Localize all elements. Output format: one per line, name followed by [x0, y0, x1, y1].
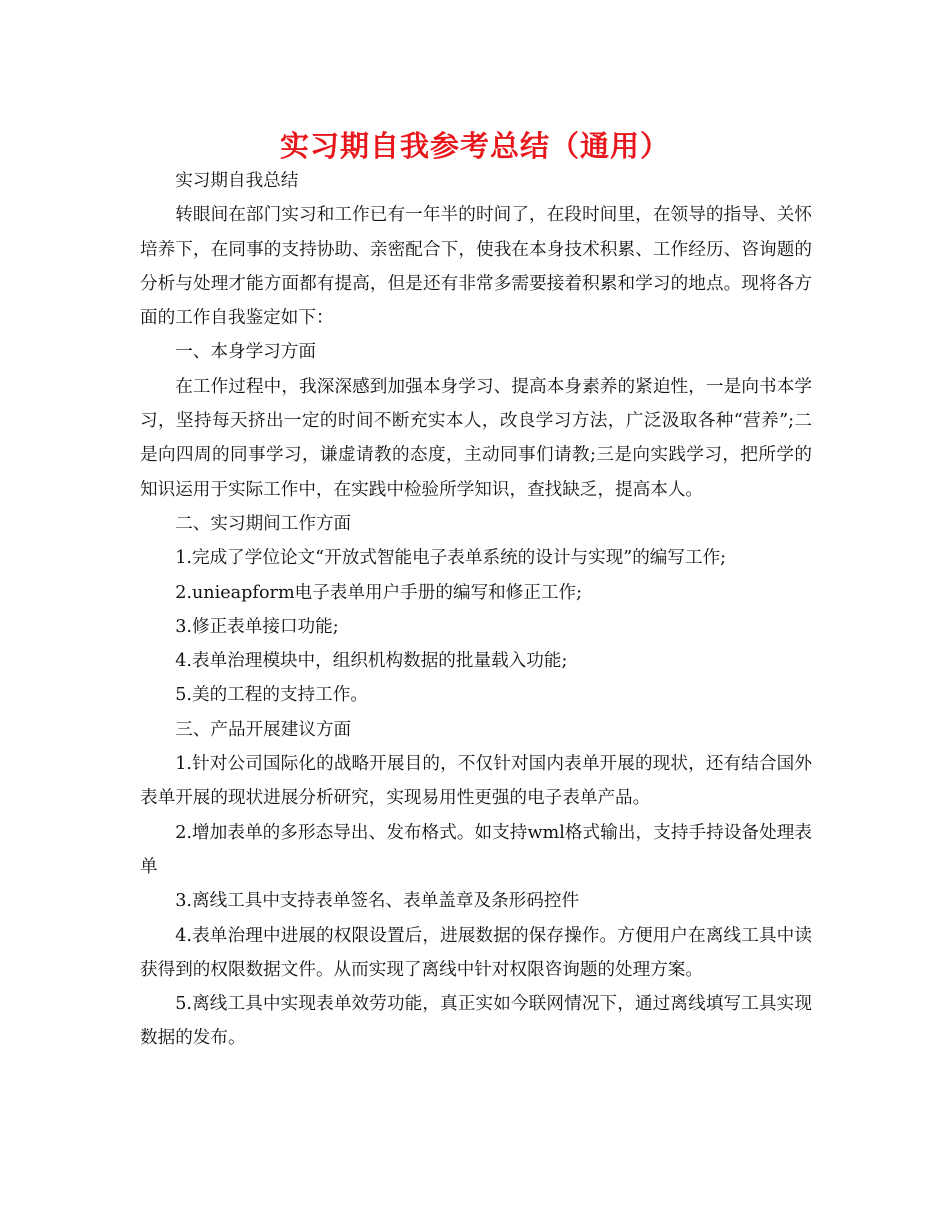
document-body — [140, 164, 812, 1056]
section-heading-self-study: 一、本身学习方面 — [175, 342, 316, 363]
list-item-suggestion-4: 4.表单治理中进展的权限设置后，进展数据的保存操作。方便用户在离线工具中读获得到的权限数据文件。从而实现了离线中针对权限咨询题的处理方案。 — [140, 925, 812, 980]
list-item-work-3: 3.修正表单接口功能; — [175, 616, 339, 637]
paragraph-self-study: 在工作过程中，我深深感到加强本身学习、提高本身素养的紧迫性，一是向书本学习，坚持每天挤出一定的时间不断充实本人，改良学习方法，广泛汲取各种“营养”;二是向四周的同事学习，谦虚请教的态度，主动同事们请教;三是向实践学习，把所学的知识运用于实际工作中，在实践中检验所学知识，查找缺乏，提高本人。 — [140, 376, 812, 500]
list-item-suggestion-2: 2.增加表单的多形态导出、发布格式。如支持wml格式输出，支持手持设备处理表单 — [140, 822, 812, 877]
document-title: 实习期自我参考总结（通用） — [279, 129, 670, 163]
list-item-suggestion-5: 5.离线工具中实现表单效劳功能，真正实如今联网情况下，通过离线填写工具实现数据的发布。 — [140, 994, 812, 1049]
list-item-work-5: 5.美的工程的支持工作。 — [175, 685, 368, 706]
list-item-work-1: 1.完成了学位论文“开放式智能电子表单系统的设计与实现”的编写工作; — [175, 548, 727, 569]
paragraph-subtitle: 实习期自我总结 — [175, 171, 299, 191]
list-item-work-4: 4.表单治理模块中，组织机构数据的批量载入功能; — [175, 651, 568, 672]
paragraph-intro: 转眼间在部门实习和工作已有一年半的时间了，在段时间里，在领导的指导、关怀培养下，在同事的支持协助、亲密配合下，使我在本身技术积累、工作经历、咨询题的分析与处理才能方面都有提高，但是还有非常多需要接着积累和学习的地点。现将各方面的工作自我鉴定如下： — [140, 205, 812, 329]
list-item-work-2: 2.unieapform电子表单用户手册的编写和修正工作; — [175, 582, 583, 603]
list-item-suggestion-3: 3.离线工具中支持表单签名、表单盖章及条形码控件 — [175, 891, 580, 912]
section-heading-product-suggestions: 三、产品开展建议方面 — [175, 719, 352, 740]
list-item-suggestion-1: 1.针对公司国际化的战略开展目的，不仅针对国内表单开展的现状，还有结合国外表单开展的现状进展分析研究，实现易用性更强的电子表单产品。 — [140, 754, 812, 809]
section-heading-internship-work: 二、实习期间工作方面 — [175, 513, 352, 534]
